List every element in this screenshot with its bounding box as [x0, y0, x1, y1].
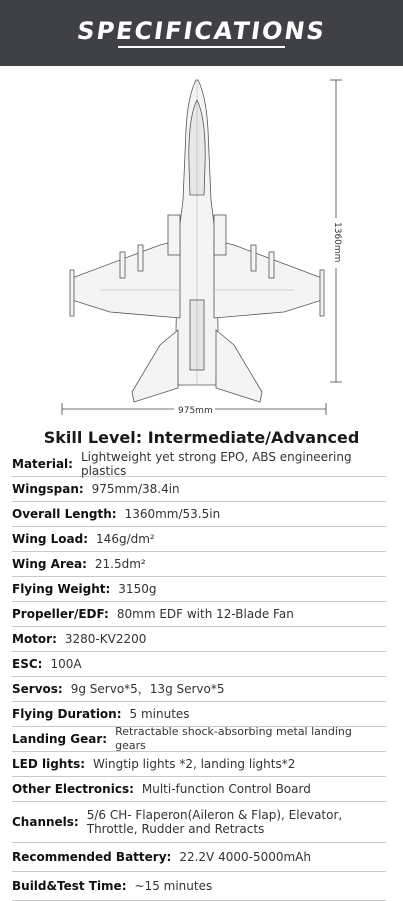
right-wing-shape [214, 240, 322, 318]
right-pylon-shape [269, 252, 274, 278]
spec-value: 21.5dm² [94, 557, 146, 571]
spec-key: Landing Gear: [12, 732, 108, 746]
spec-key: Wing Load: [12, 532, 89, 546]
left-pylon-shape [120, 252, 125, 278]
left-intake-shape [168, 215, 180, 255]
wingspan-dimension-label: 975mm [178, 406, 213, 416]
spec-key: Flying Weight: [12, 582, 111, 596]
spec-key: Overall Length: [12, 507, 117, 521]
spec-row-wingspan [12, 477, 386, 502]
left-pylon-inner-shape [138, 245, 143, 271]
spec-value: 3280-KV2200 [64, 632, 147, 646]
spec-value: 80mm EDF with 12-Blade Fan [116, 607, 294, 621]
spec-row-flying-duration [12, 702, 386, 727]
spec-row-flying-weight [12, 577, 386, 602]
title-underline [118, 46, 285, 48]
spec-value: 3150g [118, 582, 157, 596]
spec-row-motor [12, 627, 386, 652]
spec-value: 5 minutes [129, 707, 190, 721]
spec-value: 100A [50, 657, 82, 671]
spec-row-wing-load [12, 527, 386, 552]
spec-row-overall-length [12, 502, 386, 527]
right-wingtip-missile-shape [320, 270, 324, 316]
spec-value: 146g/dm² [96, 532, 155, 546]
header-banner [0, 0, 403, 66]
spec-value: 1360mm/53.5in [124, 507, 221, 521]
spec-key: Propeller/EDF: [12, 607, 109, 621]
spec-value: 22.2V 4000-5000mAh [179, 850, 311, 864]
spec-key: Recommended Battery: [12, 850, 172, 864]
left-wingtip-missile-shape [70, 270, 74, 316]
spec-value: Lightweight yet strong EPO, ABS engineering plastics [80, 450, 352, 478]
spec-row-wing-area [12, 552, 386, 577]
spec-value: Wingtip lights *2, landing lights*2 [93, 757, 296, 771]
left-wing-shape [72, 240, 180, 318]
spec-row-material [12, 452, 386, 477]
spec-key: ESC: [12, 657, 43, 671]
spec-row-led-lights [12, 752, 386, 777]
spec-row-build-test-time [12, 872, 386, 901]
spec-key: Build&Test Time: [12, 879, 127, 893]
spec-row-landing-gear [12, 727, 386, 752]
spec-key: Channels: [12, 815, 79, 829]
spec-key: Servos: [12, 682, 63, 696]
spec-key: LED lights: [12, 757, 86, 771]
spec-key: Wing Area: [12, 557, 87, 571]
spec-key: Flying Duration: [12, 707, 122, 721]
spec-row-esc [12, 652, 386, 677]
aircraft-top-view-drawing [0, 70, 403, 425]
spec-value: 9g Servo*5，13g Servo*5 [70, 682, 225, 696]
length-dimension-label: 1360mm [332, 222, 342, 263]
spec-row-propeller-edf [12, 602, 386, 627]
spec-value: Multi-function Control Board [141, 782, 311, 796]
spec-row-servos [12, 677, 386, 702]
spec-value: 5/6 CH- Flaperon(Aileron & Flap), Elevator, Throttle, Rudder and Retracts [86, 808, 343, 836]
spec-row-channels [12, 802, 386, 843]
spec-value: ~15 minutes [134, 879, 213, 893]
spec-key: Material: [12, 457, 73, 471]
spec-key: Wingspan: [12, 482, 84, 496]
page-title: SPECIFICATIONS [75, 17, 329, 45]
spec-value: Retractable shock-absorbing metal landing gears [115, 725, 352, 752]
right-tail-shape [216, 330, 262, 402]
spec-value: 975mm/38.4in [91, 482, 180, 496]
spec-row-recommended-battery [12, 843, 386, 872]
specifications-list [12, 452, 386, 901]
right-intake-shape [214, 215, 226, 255]
spec-key: Motor: [12, 632, 57, 646]
right-pylon-inner-shape [251, 245, 256, 271]
spec-row-other-electronics [12, 777, 386, 802]
left-tail-shape [132, 330, 178, 402]
spec-key: Other Electronics: [12, 782, 134, 796]
skill-level-heading: Skill Level: Intermediate/Advanced [43, 428, 360, 447]
